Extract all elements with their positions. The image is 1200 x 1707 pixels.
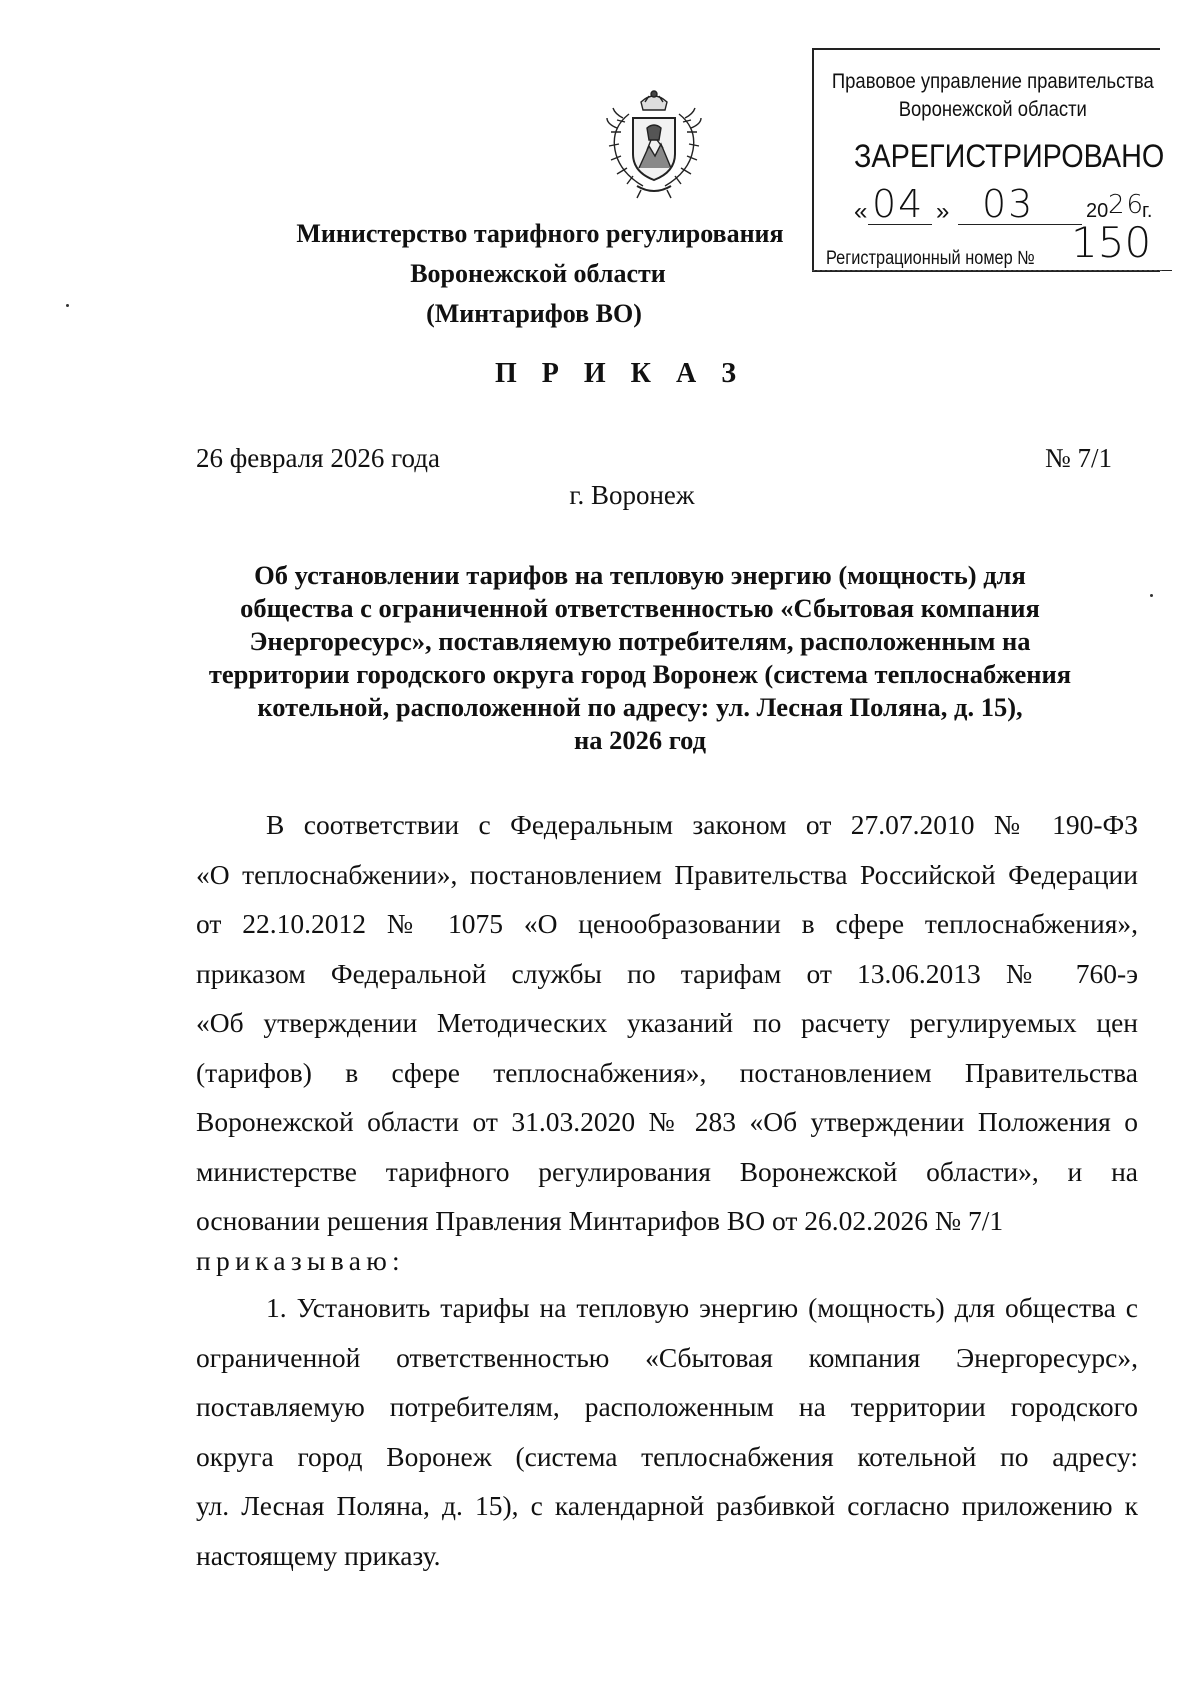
stamp-reg-number: 150 xyxy=(1071,218,1152,267)
stamp-quote-close: » xyxy=(936,198,950,225)
preamble-line: В соответствии с Федеральным законом от 27.07.2010 № 190-ФЗ xyxy=(266,809,1138,840)
preamble-line: министерстве тарифного регулирования Воронежской области», и на xyxy=(196,1155,1138,1187)
coat-of-arms-icon xyxy=(603,88,705,200)
title-line: Энергоресурс», поставляемую потребителям, расположенным на xyxy=(249,626,1031,656)
preamble-line: основании решения Правления Минтарифов ВО от 26.02.2026 № 7/1 xyxy=(196,1205,1004,1236)
stamp-month: 03 xyxy=(982,182,1035,226)
item-line: поставляемую потребителям, расположенным на территории городского xyxy=(196,1391,1138,1422)
title-line: котельной, расположенной по адресу: ул. Лесная Поляна, д. 15), xyxy=(257,692,1023,722)
item-line: ул. Лесная Поляна, д. 15), с календарной разбивкой согласно приложению к xyxy=(196,1490,1138,1521)
item-line: округа город Воронеж (система теплоснабжения котельной по адресу: xyxy=(196,1440,1138,1472)
ministry-abbrev: (Минтарифов ВО) xyxy=(426,299,642,328)
order-item-1 xyxy=(196,1283,1138,1580)
document-city: г. Воронеж xyxy=(569,480,695,510)
preamble-paragraph xyxy=(196,800,1138,1246)
document-number: № 7/1 xyxy=(1044,443,1112,473)
title-line: общества с ограниченной ответственностью «Сбытовая компания xyxy=(240,593,1040,623)
item-line: настоящему приказу. xyxy=(196,1539,441,1571)
preamble-line: (тарифов) в сфере теплоснабжения», постановлением Правительства xyxy=(196,1056,1138,1088)
stamp-status: ЗАРЕГИСТРИРОВАНО xyxy=(854,138,1165,174)
title-line: на 2026 год xyxy=(573,725,707,755)
stamp-reg-label: Регистрационный номер № xyxy=(826,248,1035,269)
stamp-day: 04 xyxy=(872,182,925,226)
ministry-name: Министерство тарифного регулирования xyxy=(296,219,784,248)
title-line: территории городского округа город Воронеж (система теплоснабжения xyxy=(208,659,1072,689)
stamp-year-unit: г. xyxy=(1142,200,1153,222)
preamble-line: «О теплоснабжении», постановлением Правительства Российской Федерации xyxy=(196,858,1138,890)
title-line: Об установлении тарифов на тепловую энергию (мощность) для xyxy=(254,560,1026,590)
document-title xyxy=(190,559,1090,757)
preamble-line: от 22.10.2012 № 1075 «О ценообразовании в сфере теплоснабжения», xyxy=(196,908,1138,939)
ministry-region: Воронежской области xyxy=(410,259,666,288)
stamp-department: Правовое управление правительства Воронежской области xyxy=(831,70,1154,121)
stamp-year-suffix: 26 xyxy=(1108,190,1146,220)
item-line: ограниченной ответственностью «Сбытовая компания Энергоресурс», xyxy=(196,1341,1138,1373)
order-word: приказываю: xyxy=(196,1245,405,1276)
preamble-line: приказом Федеральной службы по тарифам от 13.06.2013 № 760-э xyxy=(196,957,1138,989)
preamble-line: «Об утверждении Методических указаний по расчету регулируемых цен xyxy=(196,1007,1138,1038)
stamp-year-prefix: 20 xyxy=(1086,200,1109,222)
stamp-quote-open: « xyxy=(854,198,868,225)
document-date: 26 февраля 2026 года xyxy=(196,443,440,473)
preamble-line: Воронежской области от 31.03.2020 № 283 «Об утверждении Положения о xyxy=(196,1106,1138,1137)
document-type: П Р И К А З xyxy=(495,358,745,389)
item-line: 1. Установить тарифы на тепловую энергию (мощность) для общества с xyxy=(266,1292,1138,1323)
